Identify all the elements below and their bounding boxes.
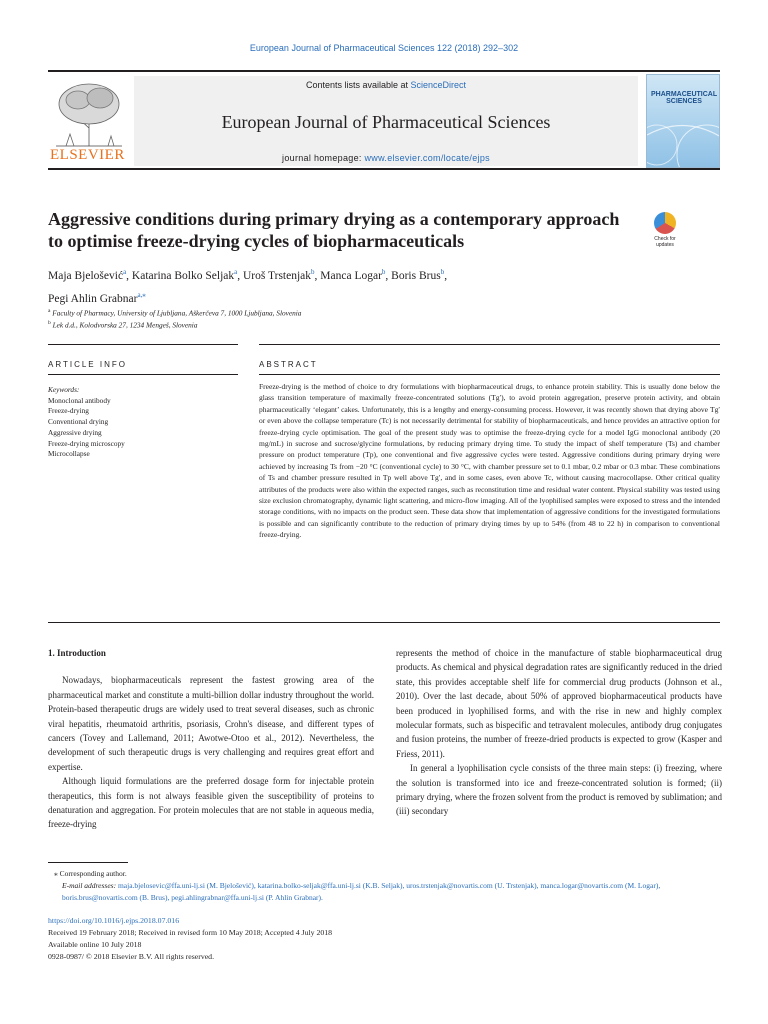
contents-prefix: Contents lists available at: [305, 80, 411, 90]
author-name[interactable]: Uroš Trstenjak: [242, 269, 312, 282]
footnote-divider: [48, 862, 128, 863]
masthead: [48, 70, 720, 170]
check-updates-label: Check for updates: [654, 236, 676, 248]
author-affiliation-mark[interactable]: a: [123, 268, 127, 276]
keyword-item: Freeze-drying: [48, 406, 89, 416]
keyword-item: Microcollapse: [48, 449, 90, 459]
keywords-block: [48, 385, 238, 460]
paragraph: Nowadays, biopharmaceuticals represent the fastest growing area of the pharmaceutical market and constitute a multi-billion dollar industry throughout the world. Protein-based therapeutic drugs are widely used to treat several diseases, such as chronic viral hepatitis, rheumatoid arthritis, psoriasis, Crohn's disease, and different types of cancers (Tovey and Lallemand, 2011; Awotwe-Otoo et al., 2012). Nevertheless, the development of such therapeutic drugs is very challenging and requires great effort and expertise.: [48, 675, 374, 772]
journal-cover-thumbnail[interactable]: [646, 74, 720, 168]
footnotes: [48, 868, 720, 904]
journal-homepage-link[interactable]: www.elsevier.com/locate/ejps: [364, 153, 490, 163]
affiliation-b: $^b$ Lek d.d., Kolodvorska 27, 1234 Mengeš, Slovenia: [48, 320, 198, 330]
elsevier-tree-logo: [48, 78, 130, 168]
check-updates-icon: [654, 212, 676, 234]
publication-info: [48, 915, 720, 963]
section-heading: 1. Introduction: [48, 648, 106, 658]
elsevier-wordmark: ELSEVIER: [50, 147, 125, 163]
journal-citation[interactable]: European Journal of Pharmaceutical Sciences 122 (2018) 292–302: [249, 43, 519, 53]
available-online: Available online 10 July 2018: [48, 940, 142, 949]
abstract-label: ABSTRACT: [259, 360, 318, 369]
keyword-item: Freeze-drying microscopy: [48, 438, 125, 448]
author-affiliation-mark[interactable]: b: [311, 268, 315, 276]
article-title: Aggressive conditions during primary drying as a contemporary approach to optimise freeze-drying cycles of biopharmaceuticals: [48, 209, 620, 251]
divider: [259, 374, 720, 375]
article-info-label: ARTICLE INFO: [48, 360, 127, 369]
divider: [48, 344, 238, 345]
doi-link[interactable]: https://doi.org/10.1016/j.ejps.2018.07.016: [48, 916, 180, 925]
divider: [48, 374, 238, 375]
email-label: E-mail addresses:: [62, 881, 117, 890]
author-name[interactable]: Manca Logar: [320, 269, 382, 282]
cover-title: PHARMACEUTICAL SCIENCES: [651, 91, 718, 105]
author-name[interactable]: Maja Bjelošević: [48, 269, 124, 282]
author-affiliation-mark[interactable]: a: [234, 268, 238, 276]
affiliation-a: $^a$ Faculty of Pharmacy, University of Ljubljana, Aškerčeva 7, 1000 Ljubljana, Slovenia: [48, 308, 302, 318]
keywords-label: Keywords:: [48, 385, 80, 394]
body-column-left: [48, 646, 374, 832]
paragraph: represents the method of choice in the manufacture of stable biopharmaceutical drug products. As chemical and physical degradation rates are significantly reduced in the dried state, this provides acceptable shelf life for commercial drug products (Johnson et al., 2010). Over the last decade, about 50% of approved biopharmaceutical products have been produced in lyophilised forms, and with the rise in new and highly complex molecular formats, such as bispecific and tetravalent molecules, antibody drug conjugates and fusion proteins, the number of freeze-dried products is expected to grow (Kasper and Friess, 2011).: [396, 648, 722, 759]
corresponding-author-note: ⁎ Corresponding author.: [54, 869, 127, 878]
author-name[interactable]: Pegi Ahlin Grabnar: [48, 292, 138, 305]
divider: [259, 344, 720, 345]
author-affiliation-mark[interactable]: b: [440, 268, 445, 276]
author-name[interactable]: Boris Brus: [391, 269, 441, 282]
journal-title: European Journal of Pharmaceutical Sciences: [221, 112, 551, 132]
author-affiliation-mark[interactable]: b: [381, 268, 386, 276]
keyword-item: Conventional drying: [48, 417, 109, 427]
email-list[interactable]: maja.bjelosevic@ffa.uni-lj.si (M. Bjelošević), katarina.bolko-seljak@ffa.uni-lj.si (K.B. Seljak), uros.trstenjak@novartis.com (U. Trstenjak), manca.logar@novartis.com (M. Logar), boris.brus@novartis.com (B. Brus), pegi.ahlingrabnar@ffa.uni-lj.si (P. Ahlin Grabnar).: [62, 881, 661, 902]
abstract-text: Freeze-drying is the method of choice to dry formulations with biopharmaceutical drugs, to enhance protein stability. This is usually done below the glass transition temperature of maximally freeze-concentrated solutions (Tg′), to avoid protein aggregation, preserve protein activity, and obtain pharmaceutically ‘elegant’ cakes. Unfortunately, this is a lengthy and energy-consuming process. However, it was recently shown that drying above Tg′ or even above the collapse temperature (Tc) is not necessarily detrimental for stability of biopharmaceuticals, and hence provides an attractive option for freeze-drying cycle optimisation. The goal of the present study was to optimise the freeze-drying cycle for a model IgG monoclonal antibody (20 mg/mL) in sucrose and sucrose/glycine formulations, by reducing primary drying time. To study the impact of shelf temperature (Ts) and chamber pressure on product temperature (Tp), one conventional and five aggressive cycles were tested. Aggressive conditions during primary drying were achieved by increasing Ts from −20 °C (conventional cycle) to 30 °C, with chamber pressure set to 0.1 mbar, 0.2 mbar or 0.3 mbar. These combinations of Ts and chamber pressure resulted in Tp well above Tg′, and in some cases, even above Tc, without causing macrocollapse. Other critical quality attributes of the products were also within the expected ranges, such as reconstitution time and residual water content. Physical stability was tested using size exclusion chromatography, dynamic light scattering, and micro-flow imaging. All of the lyophilised samples were exposed to stress and the intended storage conditions, with no impacts on the product seen. These data show that implementation of aggressive conditions for the investigated formulations is possible and can significantly contribute to the reduction of primary drying times by up to 54% (from 48 to 22 h) in comparison to conventional freeze-drying.: [259, 382, 720, 540]
keyword-item: Monoclonal antibody: [48, 395, 111, 405]
author-affiliation-mark[interactable]: a,⁎: [137, 290, 146, 299]
contents-line: [134, 80, 638, 90]
copyright: 0928-0987/ © 2018 Elsevier B.V. All rights reserved.: [48, 952, 215, 961]
body-column-right: [396, 646, 722, 819]
masthead-banner: [134, 76, 638, 166]
check-for-updates-button[interactable]: [648, 212, 682, 256]
sciencedirect-link[interactable]: ScienceDirect: [410, 80, 467, 90]
keyword-item: Aggressive drying: [48, 427, 102, 437]
affiliations: [48, 306, 648, 331]
homepage-prefix: journal homepage:: [282, 153, 365, 163]
received-dates: Received 19 February 2018; Received in revised form 10 May 2018; Accepted 4 July 2018: [48, 928, 333, 937]
paragraph: In general a lyophilisation cycle consists of the three main steps: (i) freezing, where the solution is transformed into ice and freeze-concentrated solution is formed; (ii) primary drying, where the frozen solvent from the product is removed by sublimation; and (iii) secondary: [396, 763, 722, 817]
homepage-line: [134, 153, 638, 163]
paragraph: Although liquid formulations are the preferred dosage form for injectable protein therapeutics, this form is not always feasible given the susceptibility of proteins to denaturation and aggregation. For protein molecules that are not stable in aqueous media, freeze-drying: [48, 776, 374, 830]
email-addresses: [48, 880, 720, 904]
author-list: Maja Bjelošević$^a$, Katarina Bolko Seljak$^a$, Uroš Trstenjak$^b$, Manca Logar$^b$, Boris Brus$^b$, Pegi Ahlin Grabnar$^{a,⁎}$: [48, 268, 448, 305]
divider: [48, 622, 720, 623]
author-name[interactable]: Katarina Bolko Seljak: [131, 269, 235, 282]
